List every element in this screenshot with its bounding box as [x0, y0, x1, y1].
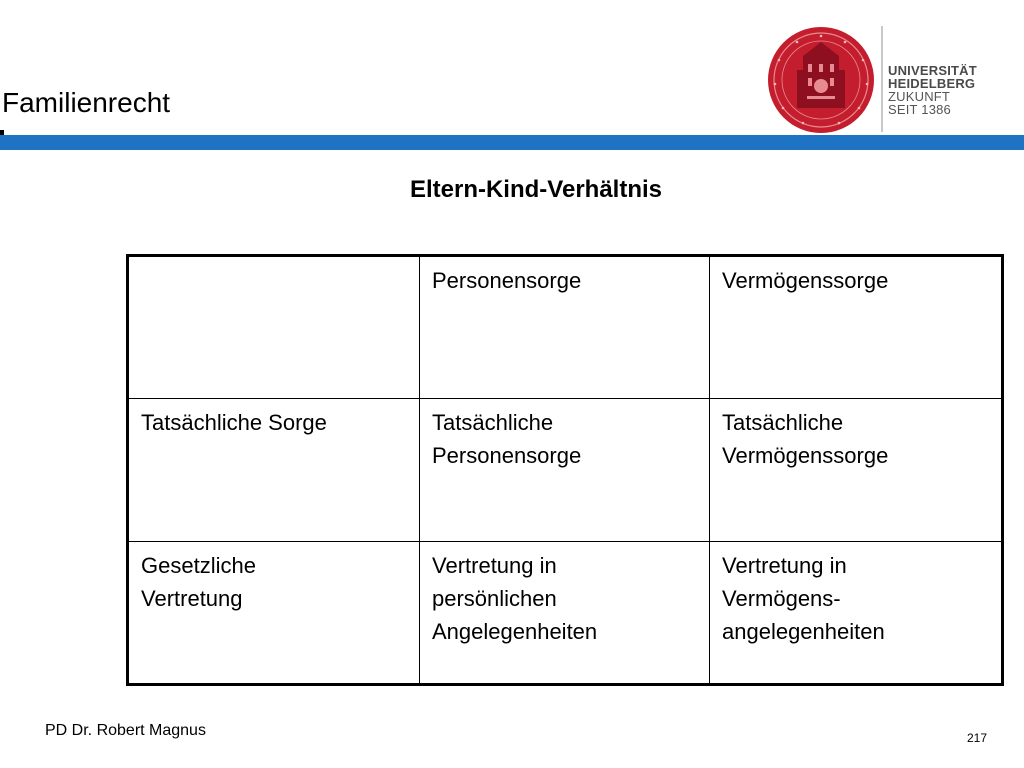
comparison-table	[126, 254, 1004, 686]
table-row-label	[128, 399, 420, 542]
cell-line: Gesetzliche	[141, 553, 256, 578]
slide-title: Eltern-Kind-Verhältnis	[409, 176, 663, 203]
wordmark-line-3: ZUKUNFT	[888, 89, 951, 104]
cell-line: persönlichen	[432, 586, 557, 611]
table-cell	[420, 399, 710, 542]
cell-line: Tatsächliche	[432, 410, 554, 435]
cell-line: Vermögens-	[722, 586, 841, 611]
table-row	[128, 542, 1003, 685]
cell-line: Vertretung	[141, 586, 243, 611]
university-wordmark	[888, 64, 977, 116]
table-header-row	[128, 256, 1003, 399]
cell-line: Vertretung in	[722, 553, 847, 578]
logo-divider	[881, 26, 883, 132]
table-cell	[420, 542, 710, 685]
cell-line: Personensorge	[432, 443, 582, 468]
wordmark-line-2: HEIDELBERG	[888, 76, 976, 91]
wordmark-line-4: SEIT 1386	[888, 102, 951, 117]
header-accent-bar	[0, 135, 1024, 150]
cell-line: Vertretung in	[432, 553, 557, 578]
cell-line: Tatsächliche Sorge	[141, 410, 327, 435]
cell-line: Tatsächliche	[722, 410, 844, 435]
table-row-label	[128, 542, 420, 685]
table-header-cell-empty	[128, 256, 420, 399]
university-seal-logo	[767, 26, 875, 134]
table-row	[128, 399, 1003, 542]
page-number: 217	[967, 731, 988, 745]
header-title: Familienrecht	[2, 87, 171, 118]
table-cell	[710, 399, 1003, 542]
cell-line: angelegenheiten	[722, 619, 885, 644]
wordmark-line-1: UNIVERSITÄT	[888, 63, 977, 78]
table-cell	[710, 542, 1003, 685]
table-header-cell-vermoegenssorge: Vermögenssorge	[710, 256, 1003, 399]
table-header-cell-personensorge: Personensorge	[420, 256, 710, 399]
cell-line: Angelegenheiten	[432, 619, 598, 644]
cell-line: Vermögenssorge	[722, 443, 889, 468]
footer-author: PD Dr. Robert Magnus	[45, 722, 206, 739]
